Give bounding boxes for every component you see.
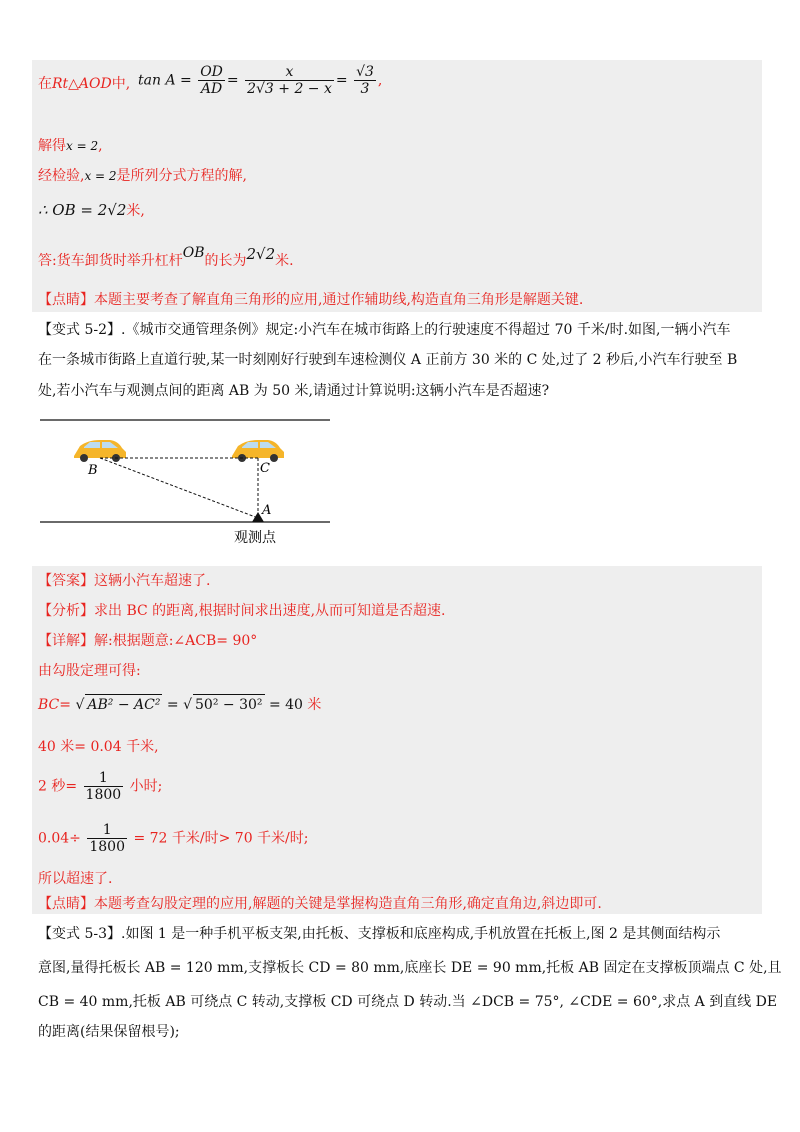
solution-line-check: 经检验,x = 2是所列分式方程的解, — [38, 168, 247, 184]
solution-block-1 — [32, 60, 762, 312]
solution-line-solve: 解得x = 2, — [38, 138, 103, 154]
label-b: B — [88, 463, 98, 478]
fraction-od-ad: $\frac{OD}{AD}$ — [200, 64, 223, 97]
problem-5-2-line3: 处,若小汽车与观测点间的距离 AB 为 50 米,请通过计算说明:这辆小汽车是否超速? — [38, 383, 550, 399]
solution-line-answer: 答:货车卸货时举升杠杆OB的长为2√2米. — [38, 245, 294, 269]
problem-5-2-line1: 【变式 5-2】.《城市交通管理条例》规定:小汽车在城市街路上的行驶速度不得超过 70 千米/时.如图,一辆小汽车 — [38, 322, 731, 338]
detail-5-2: 【详解】解:根据题意:∠ACB= 90° — [38, 633, 258, 649]
speed-check-figure — [30, 408, 350, 558]
tan-equation: tan A = $\frac{OD}{AD}$ = $\frac{x}{2√3 + 2 - x}$ = $\frac{√3}{3}$ , — [138, 64, 383, 97]
observation-point-label: 观测点 — [234, 530, 276, 546]
text-mid: 中, — [111, 76, 131, 92]
key-point-1: 【点睛】本题主要考查了解直角三角形的应用,通过作辅助线,构造直角三角形是解题关键. — [38, 292, 584, 308]
label-a: A — [262, 503, 272, 518]
car-b-icon — [74, 440, 126, 462]
pythagoras-line: 由勾股定理可得: — [38, 663, 141, 679]
problem-5-3-line1: 【变式 5-3】.如图 1 是一种手机平板支架,由托板、支撑板和底座构成,手机放置在托板上,图 2 是其侧面结构示 — [38, 926, 721, 942]
text-pre: 在 — [38, 76, 52, 92]
segment-ba — [100, 458, 258, 518]
fraction-x: $\frac{x}{2√3 + 2 - x}$ — [247, 64, 332, 97]
bc-equation: BC= √ AB² − AC² = √ 50² − 30² = 40 米 — [38, 694, 321, 715]
speed-calculation: 0.04÷ $\frac{1}{1800}$ = 72 千米/时> 70 千米/时; — [38, 822, 309, 855]
problem-5-3-line2: 意图,量得托板长 AB = 120 mm,支撑板长 CD = 80 mm,底座长 DE = 90 mm,托板 AB 固定在支撑板顶端点 C 处,且 — [38, 960, 782, 976]
solution-line-ob: ∴ OB = 2√2米, — [38, 201, 145, 219]
tan-label: tan A = — [138, 72, 192, 89]
conclusion-5-2: 所以超速了. — [38, 871, 113, 887]
triangle-label: Rt△AOD — [52, 76, 112, 92]
conversion-meters: 40 米= 0.04 千米, — [38, 739, 159, 755]
analysis-5-2: 【分析】求出 BC 的距离,根据时间求出速度,从而可知道是否超速. — [38, 603, 446, 619]
key-point-2: 【点睛】本题考查勾股定理的应用,解题的关键是掌握构造直角三角形,确定直角边,斜边即可. — [38, 896, 602, 912]
problem-tag: 【变式 5-2】 — [38, 322, 121, 338]
solution-line-tan — [38, 74, 130, 94]
problem-5-2-line2: 在一条城市街路上直道行驶,某一时刻刚好行驶到车速检测仪 A 正前方 30 米的 C 处,过了 2 秒后,小汽车行驶至 B — [38, 352, 738, 368]
problem-tag: 【变式 5-3】 — [38, 926, 121, 942]
answer-5-2: 【答案】这辆小汽车超速了. — [38, 573, 211, 589]
problem-5-3-line4: 的距离(结果保留根号); — [38, 1024, 180, 1040]
fraction-sqrt3: $\frac{√3}{3}$ — [356, 64, 374, 97]
label-c: C — [260, 461, 270, 476]
conversion-seconds: 2 秒= $\frac{1}{1800}$ 小时; — [38, 770, 163, 803]
problem-5-3-line3: CB = 40 mm,托板 AB 可绕点 C 转动,支撑板 CD 可绕点 D 转动.当 ∠DCB = 75°, ∠CDE = 60°,求点 A 到直线 DE — [38, 994, 778, 1010]
